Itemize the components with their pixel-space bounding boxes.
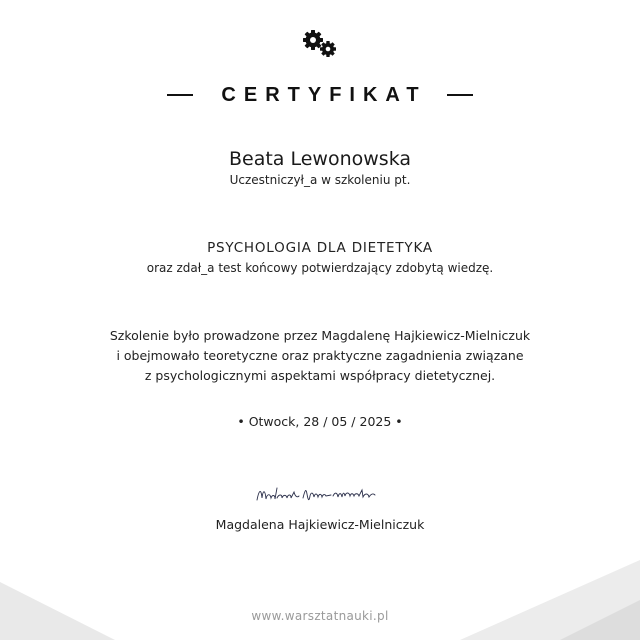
description-line: i obejmowało teoretyczne oraz praktyczne zagadnienia związane xyxy=(116,348,524,363)
description-line: Szkolenie było prowadzone przez Magdalenę Hajkiewicz-Mielniczuk xyxy=(109,328,531,343)
course-title: PSYCHOLOGIA DLA DIETETYKA xyxy=(207,240,433,256)
right-dash xyxy=(447,94,473,96)
certificate-heading xyxy=(0,80,640,110)
place-and-date: • Otwock, 28 / 05 / 2025 • xyxy=(237,414,403,429)
footer-decoration xyxy=(0,560,640,640)
description-line: z psychologicznymi aspektami współpracy dietetycznej. xyxy=(144,368,496,383)
signer-name: Magdalena Hajkiewicz-Mielniczuk xyxy=(215,517,425,532)
participation-text: Uczestniczył_a w szkoleniu pt. xyxy=(229,173,411,187)
course-description xyxy=(0,326,640,386)
website-link[interactable]: www.warsztatnauki.pl xyxy=(251,609,389,623)
handwritten-signature xyxy=(253,480,383,510)
left-dash xyxy=(167,94,193,96)
recipient-name: Beata Lewonowska xyxy=(228,148,412,170)
passed-text: oraz zdał_a test końcowy potwierdzający zdobytą wiedzę. xyxy=(146,261,494,275)
gears-icon xyxy=(300,28,340,60)
certificate-title: CERTYFIKAT xyxy=(221,83,427,106)
